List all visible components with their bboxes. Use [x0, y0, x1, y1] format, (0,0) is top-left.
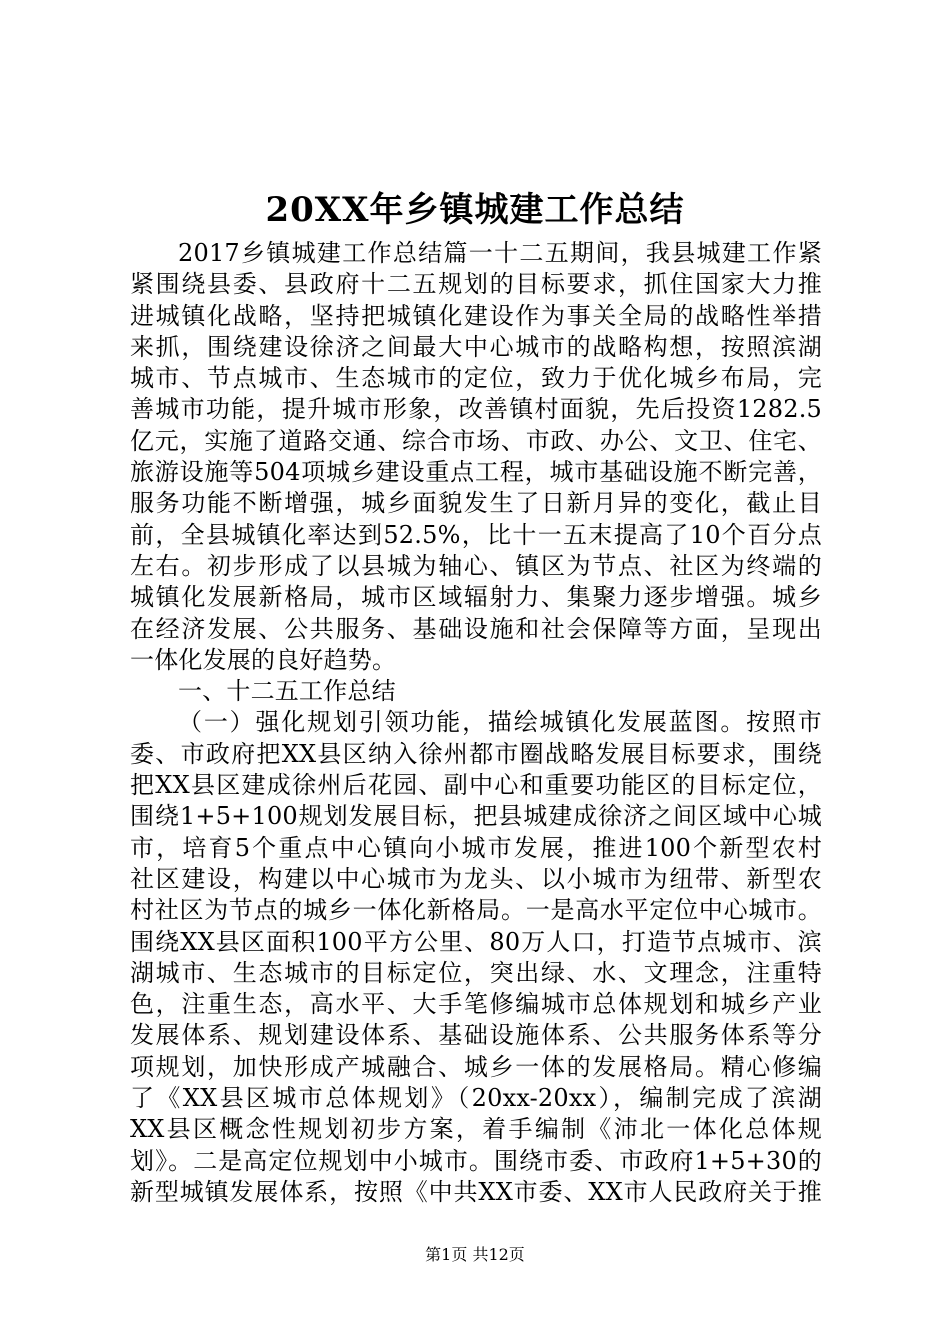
text-line: 了《XX县区城市总体规划》（20xx-20xx），编制完成了滨湖 [130, 1084, 822, 1113]
text-line: 社区建设，构建以中心城市为龙头、以小城市为纽带、新型农 [130, 864, 822, 893]
text-line: 紧围绕县委、县政府十二五规划的目标要求，抓住国家大力推 [130, 270, 822, 299]
text-line: 把XX县区建成徐州后花园、副中心和重要功能区的目标定位， [130, 771, 822, 800]
text-line: 左右。初步形成了以县城为轴心、镇区为节点、社区为终端的 [130, 551, 822, 580]
page-footer: 第1页 共12页 [425, 1245, 525, 1264]
text-line: 委、市政府把XX县区纳入徐州都市圈战略发展目标要求，围绕 [130, 739, 822, 768]
text-line: 项规划，加快形成产城融合、城乡一体的发展格局。精心修编 [130, 1052, 822, 1081]
text-line: 亿元，实施了道路交通、综合市场、市政、办公、文卫、住宅、 [130, 426, 822, 455]
text-line: 城镇化发展新格局，城市区域辐射力、集聚力逐步增强。城乡 [130, 583, 822, 612]
text-line: 市，培育5个重点中心镇向小城市发展，推进100个新型农村 [130, 833, 822, 862]
section-heading: 一、十二五工作总结 [178, 677, 396, 706]
text-line: 进城镇化战略，坚持把城镇化建设作为事关全局的战略性举措 [130, 301, 822, 330]
text-line: （一）强化规划引领功能，描绘城镇化发展蓝图。按照市 [178, 708, 822, 737]
text-line: 服务功能不断增强，城乡面貌发生了日新月异的变化，截止目 [130, 489, 822, 518]
text-line: 划》。二是高定位规划中小城市。围绕市委、市政府1+5+30的 [130, 1146, 822, 1175]
text-line: 色，注重生态，高水平、大手笔修编城市总体规划和城乡产业 [130, 990, 822, 1019]
text-line: 发展体系、规划建设体系、基础设施体系、公共服务体系等分 [130, 1021, 822, 1050]
text-line: 来抓，围绕建设徐济之间最大中心城市的战略构想，按照滨湖 [130, 332, 822, 361]
text-line: 新型城镇发展体系，按照《中共XX市委、XX市人民政府关于推 [130, 1177, 822, 1206]
text-line: 村社区为节点的城乡一体化新格局。一是高水平定位中心城市。 [130, 896, 822, 925]
text-line: 旅游设施等504项城乡建设重点工程，城市基础设施不断完善， [130, 458, 822, 487]
text-line: 善城市功能，提升城市形象，改善镇村面貌，先后投资1282.5 [130, 395, 822, 424]
text-line: 在经济发展、公共服务、基础设施和社会保障等方面，呈现出 [130, 614, 822, 643]
document-title: 20XX年乡镇城建工作总结 [265, 190, 685, 230]
text-line: 一体化发展的良好趋势。 [130, 645, 397, 674]
text-line: 湖城市、生态城市的目标定位，突出绿、水、文理念，注重特 [130, 958, 822, 987]
text-line: 前，全县城镇化率达到52.5%，比十一五末提高了10个百分点 [130, 520, 822, 549]
text-line: 城市、节点城市、生态城市的定位，致力于优化城乡布局，完 [130, 364, 822, 393]
text-line: 围绕XX县区面积100平方公里、80万人口，打造节点城市、滨 [130, 927, 822, 956]
text-line: XX县区概念性规划初步方案，着手编制《沛北一体化总体规 [130, 1115, 822, 1144]
text-line: 2017乡镇城建工作总结篇一十二五期间，我县城建工作紧 [178, 239, 822, 267]
document-body [130, 238, 822, 1208]
text-line: 围绕1+5+100规划发展目标，把县城建成徐济之间区域中心城 [130, 802, 822, 831]
